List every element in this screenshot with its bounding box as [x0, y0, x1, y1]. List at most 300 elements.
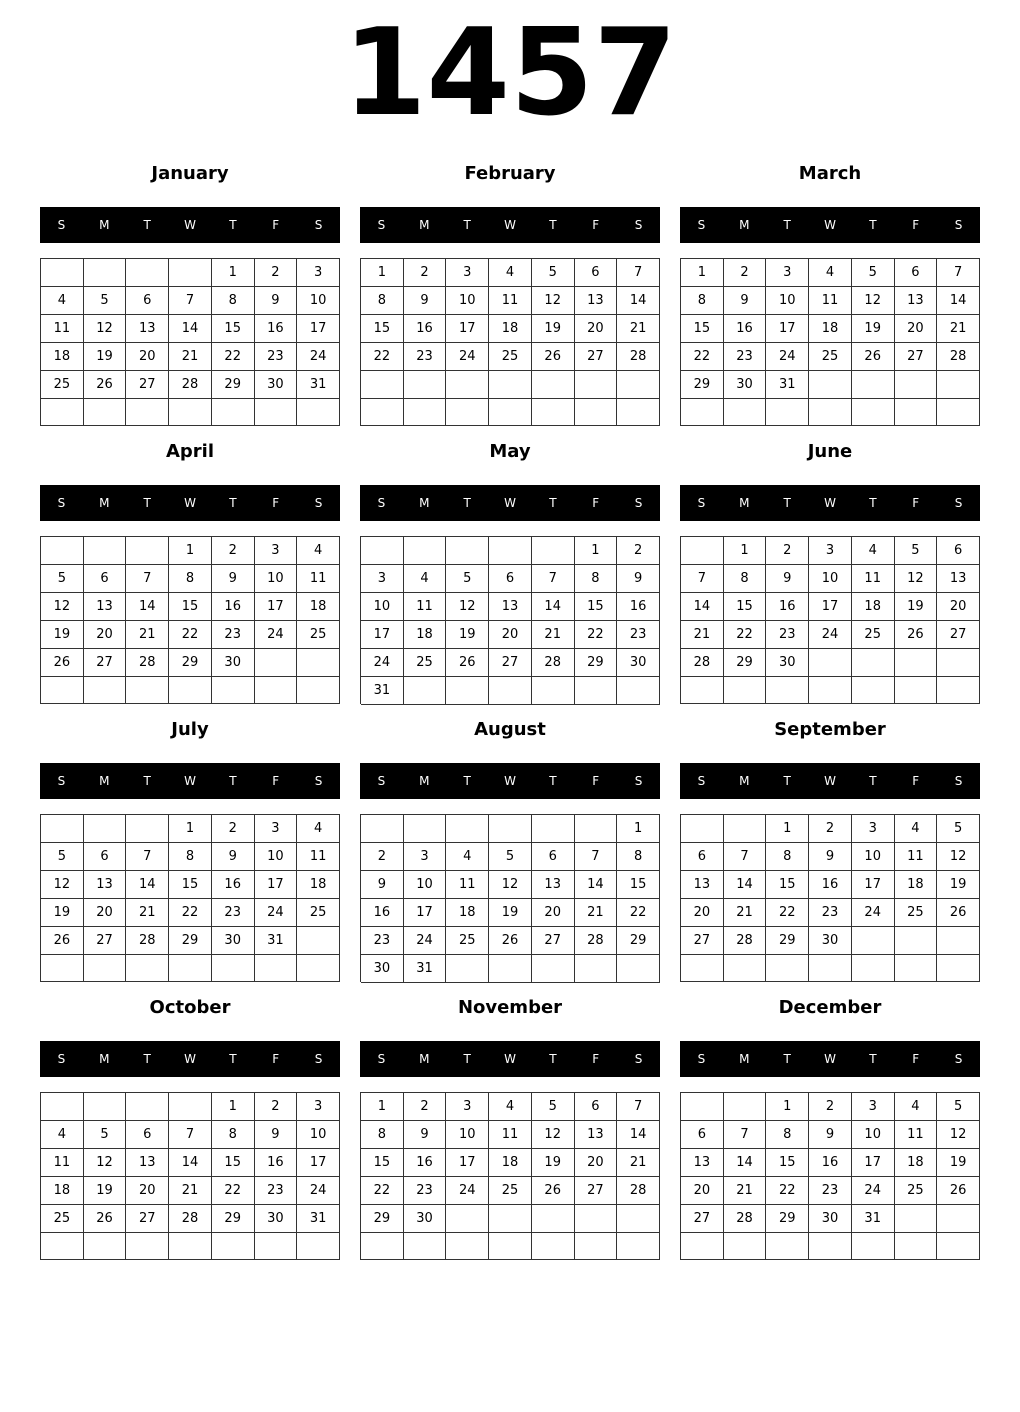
day-cell: 26 — [895, 621, 938, 649]
day-cell: 26 — [937, 1177, 980, 1205]
day-cell: 20 — [489, 621, 532, 649]
day-cell: 8 — [169, 565, 212, 593]
day-cell: 2 — [255, 1093, 298, 1121]
empty-day-cell — [212, 955, 255, 982]
empty-day-cell — [809, 649, 852, 677]
day-cell: 23 — [255, 343, 298, 371]
day-cell: 19 — [489, 899, 532, 927]
empty-day-cell — [489, 399, 532, 427]
day-grid — [680, 258, 980, 426]
weekday-label: S — [57, 218, 66, 232]
empty-day-cell — [255, 955, 298, 982]
weekday-label: T — [783, 774, 791, 788]
day-cell: 9 — [809, 1121, 852, 1149]
month-february — [360, 159, 660, 427]
day-cell: 7 — [617, 1093, 660, 1121]
day-cell: 30 — [404, 1205, 447, 1233]
empty-day-cell — [404, 537, 447, 565]
day-cell: 20 — [895, 315, 938, 343]
weekday-label: T — [783, 496, 791, 510]
empty-day-cell — [617, 399, 660, 427]
day-cell: 5 — [84, 1121, 127, 1149]
day-cell: 28 — [937, 343, 980, 371]
empty-day-cell — [255, 1233, 298, 1260]
empty-day-cell — [126, 1093, 169, 1121]
empty-day-cell — [41, 259, 84, 287]
day-cell: 24 — [766, 343, 809, 371]
weekday-label: T — [463, 218, 471, 232]
day-cell: 11 — [297, 843, 340, 871]
weekday-label: F — [912, 218, 920, 232]
day-cell: 26 — [41, 927, 84, 955]
day-grid — [360, 814, 660, 982]
day-cell: 13 — [84, 871, 127, 899]
day-cell: 19 — [446, 621, 489, 649]
day-cell: 8 — [724, 565, 767, 593]
day-cell: 23 — [809, 1177, 852, 1205]
empty-day-cell — [532, 955, 575, 983]
day-cell: 6 — [532, 843, 575, 871]
day-cell: 30 — [255, 1205, 298, 1233]
weekday-label: T — [549, 774, 557, 788]
weekday-label: T — [143, 1052, 151, 1066]
day-cell: 8 — [617, 843, 660, 871]
weekday-label: M — [419, 1052, 430, 1066]
empty-day-cell — [489, 1233, 532, 1260]
day-cell: 5 — [937, 815, 980, 843]
weekday-label: S — [634, 496, 643, 510]
weekday-label: M — [739, 496, 750, 510]
weekday-header — [40, 763, 340, 799]
day-cell: 26 — [446, 649, 489, 677]
day-cell: 10 — [297, 287, 340, 315]
day-cell: 26 — [937, 899, 980, 927]
day-cell: 10 — [852, 843, 895, 871]
day-cell: 7 — [532, 565, 575, 593]
empty-day-cell — [255, 649, 298, 677]
empty-day-cell — [126, 259, 169, 287]
day-cell: 28 — [169, 1205, 212, 1233]
day-cell: 20 — [575, 1149, 618, 1177]
empty-day-cell — [446, 1233, 489, 1260]
weekday-label: S — [697, 496, 706, 510]
day-cell: 25 — [852, 621, 895, 649]
day-cell: 23 — [404, 343, 447, 371]
weekday-label: T — [783, 1052, 791, 1066]
day-cell: 17 — [446, 1149, 489, 1177]
day-cell: 24 — [446, 343, 489, 371]
day-cell: 25 — [489, 1177, 532, 1205]
day-cell: 18 — [404, 621, 447, 649]
day-cell: 27 — [532, 927, 575, 955]
day-cell: 30 — [724, 371, 767, 399]
day-cell: 12 — [489, 871, 532, 899]
empty-day-cell — [404, 399, 447, 427]
day-cell: 5 — [41, 843, 84, 871]
empty-day-cell — [297, 955, 340, 982]
day-cell: 11 — [852, 565, 895, 593]
day-cell: 8 — [212, 1121, 255, 1149]
day-cell: 22 — [681, 343, 724, 371]
day-cell: 28 — [532, 649, 575, 677]
empty-day-cell — [126, 955, 169, 982]
empty-day-cell — [809, 399, 852, 426]
day-cell: 10 — [766, 287, 809, 315]
day-cell: 23 — [766, 621, 809, 649]
day-cell: 5 — [852, 259, 895, 287]
empty-day-cell — [575, 1233, 618, 1260]
day-grid — [40, 814, 340, 982]
day-cell: 22 — [361, 343, 404, 371]
day-cell: 26 — [532, 343, 575, 371]
day-cell: 2 — [212, 815, 255, 843]
day-cell: 7 — [169, 287, 212, 315]
empty-day-cell — [724, 399, 767, 426]
weekday-label: S — [314, 1052, 323, 1066]
month-june — [680, 437, 980, 705]
weekday-label: W — [504, 1052, 516, 1066]
day-cell: 27 — [84, 927, 127, 955]
empty-day-cell — [766, 1233, 809, 1260]
day-cell: 24 — [255, 621, 298, 649]
weekday-label: S — [634, 218, 643, 232]
day-cell: 9 — [724, 287, 767, 315]
day-cell: 11 — [446, 871, 489, 899]
day-cell: 31 — [297, 1205, 340, 1233]
day-cell: 25 — [895, 899, 938, 927]
empty-day-cell — [84, 955, 127, 982]
weekday-label: S — [697, 218, 706, 232]
day-cell: 24 — [852, 899, 895, 927]
empty-day-cell — [575, 399, 618, 427]
empty-day-cell — [809, 677, 852, 704]
empty-day-cell — [212, 1233, 255, 1260]
day-cell: 31 — [766, 371, 809, 399]
weekday-label: M — [99, 218, 110, 232]
day-cell: 23 — [361, 927, 404, 955]
day-cell: 7 — [169, 1121, 212, 1149]
day-cell: 28 — [724, 927, 767, 955]
weekday-label: W — [184, 774, 196, 788]
day-cell: 7 — [724, 1121, 767, 1149]
day-grid — [680, 536, 980, 704]
month-may — [360, 437, 660, 705]
empty-day-cell — [681, 537, 724, 565]
day-cell: 30 — [617, 649, 660, 677]
day-cell: 2 — [255, 259, 298, 287]
day-cell: 18 — [852, 593, 895, 621]
day-cell: 23 — [809, 899, 852, 927]
weekday-label: F — [912, 1052, 920, 1066]
day-cell: 13 — [532, 871, 575, 899]
day-cell: 1 — [361, 1093, 404, 1121]
weekday-label: F — [912, 496, 920, 510]
empty-day-cell — [852, 927, 895, 955]
day-grid — [40, 258, 340, 426]
empty-day-cell — [937, 677, 980, 704]
day-grid — [360, 258, 660, 426]
day-cell: 4 — [297, 815, 340, 843]
day-cell: 22 — [617, 899, 660, 927]
day-cell: 17 — [297, 1149, 340, 1177]
day-cell: 31 — [255, 927, 298, 955]
day-cell: 8 — [575, 565, 618, 593]
empty-day-cell — [212, 399, 255, 426]
day-cell: 12 — [446, 593, 489, 621]
day-cell: 25 — [404, 649, 447, 677]
day-cell: 17 — [809, 593, 852, 621]
empty-day-cell — [681, 815, 724, 843]
day-cell: 10 — [852, 1121, 895, 1149]
weekday-label: T — [869, 496, 877, 510]
day-cell: 20 — [126, 1177, 169, 1205]
weekday-label: S — [57, 774, 66, 788]
day-cell: 8 — [361, 287, 404, 315]
weekday-label: S — [377, 218, 386, 232]
day-cell: 6 — [895, 259, 938, 287]
day-cell: 8 — [681, 287, 724, 315]
day-cell: 6 — [937, 537, 980, 565]
day-cell: 15 — [575, 593, 618, 621]
day-cell: 20 — [84, 621, 127, 649]
day-cell: 17 — [852, 871, 895, 899]
day-cell: 3 — [361, 565, 404, 593]
day-cell: 26 — [84, 371, 127, 399]
day-cell: 30 — [809, 927, 852, 955]
weekday-header — [360, 1041, 660, 1077]
day-cell: 3 — [404, 843, 447, 871]
empty-day-cell — [532, 1205, 575, 1233]
month-october — [40, 993, 340, 1261]
empty-day-cell — [895, 371, 938, 399]
weekday-label: F — [272, 496, 280, 510]
day-cell: 10 — [446, 1121, 489, 1149]
day-cell: 3 — [297, 1093, 340, 1121]
day-cell: 9 — [766, 565, 809, 593]
day-cell: 17 — [766, 315, 809, 343]
day-cell: 2 — [809, 1093, 852, 1121]
weekday-label: M — [419, 774, 430, 788]
empty-day-cell — [724, 677, 767, 704]
empty-day-cell — [255, 677, 298, 704]
empty-day-cell — [724, 1233, 767, 1260]
day-cell: 21 — [724, 1177, 767, 1205]
empty-day-cell — [41, 677, 84, 704]
day-cell: 11 — [41, 315, 84, 343]
weekday-label: S — [954, 496, 963, 510]
weekday-label: W — [824, 774, 836, 788]
day-cell: 1 — [724, 537, 767, 565]
day-cell: 21 — [724, 899, 767, 927]
day-cell: 11 — [41, 1149, 84, 1177]
day-cell: 11 — [895, 1121, 938, 1149]
empty-day-cell — [617, 371, 660, 399]
empty-day-cell — [361, 1233, 404, 1260]
day-cell: 4 — [446, 843, 489, 871]
empty-day-cell — [297, 399, 340, 426]
day-cell: 19 — [937, 871, 980, 899]
day-cell: 29 — [724, 649, 767, 677]
empty-day-cell — [681, 677, 724, 704]
empty-day-cell — [532, 537, 575, 565]
day-cell: 14 — [724, 1149, 767, 1177]
month-december — [680, 993, 980, 1261]
day-cell: 7 — [681, 565, 724, 593]
day-cell: 19 — [84, 343, 127, 371]
day-cell: 1 — [575, 537, 618, 565]
day-cell: 25 — [41, 1205, 84, 1233]
month-name: March — [798, 163, 862, 184]
day-cell: 12 — [41, 871, 84, 899]
empty-day-cell — [297, 927, 340, 955]
day-cell: 6 — [84, 565, 127, 593]
day-cell: 5 — [446, 565, 489, 593]
month-september — [680, 715, 980, 983]
day-cell: 7 — [126, 843, 169, 871]
day-cell: 29 — [361, 1205, 404, 1233]
day-cell: 28 — [617, 343, 660, 371]
day-cell: 30 — [361, 955, 404, 983]
day-cell: 22 — [361, 1177, 404, 1205]
empty-day-cell — [895, 399, 938, 426]
weekday-label: T — [143, 496, 151, 510]
day-cell: 26 — [41, 649, 84, 677]
day-cell: 21 — [169, 343, 212, 371]
day-cell: 9 — [404, 1121, 447, 1149]
empty-day-cell — [84, 1093, 127, 1121]
month-march — [680, 159, 980, 427]
day-cell: 11 — [489, 1121, 532, 1149]
day-cell: 26 — [852, 343, 895, 371]
day-cell: 25 — [895, 1177, 938, 1205]
day-cell: 29 — [212, 371, 255, 399]
day-cell: 3 — [446, 259, 489, 287]
day-cell: 16 — [617, 593, 660, 621]
day-cell: 12 — [84, 1149, 127, 1177]
day-cell: 17 — [404, 899, 447, 927]
empty-day-cell — [809, 955, 852, 982]
empty-day-cell — [169, 259, 212, 287]
day-cell: 14 — [169, 1149, 212, 1177]
day-cell: 9 — [212, 565, 255, 593]
day-cell: 5 — [489, 843, 532, 871]
weekday-label: T — [783, 218, 791, 232]
month-name: October — [149, 997, 231, 1018]
day-cell: 31 — [852, 1205, 895, 1233]
day-cell: 20 — [575, 315, 618, 343]
day-cell: 24 — [809, 621, 852, 649]
day-cell: 16 — [255, 1149, 298, 1177]
day-cell: 15 — [724, 593, 767, 621]
day-cell: 16 — [255, 315, 298, 343]
day-cell: 1 — [766, 815, 809, 843]
day-cell: 18 — [297, 593, 340, 621]
empty-day-cell — [41, 1093, 84, 1121]
day-cell: 10 — [404, 871, 447, 899]
day-cell: 31 — [404, 955, 447, 983]
weekday-label: W — [824, 218, 836, 232]
day-cell: 2 — [809, 815, 852, 843]
empty-day-cell — [937, 927, 980, 955]
day-cell: 22 — [212, 1177, 255, 1205]
weekday-header — [40, 485, 340, 521]
empty-day-cell — [361, 399, 404, 427]
day-cell: 6 — [126, 287, 169, 315]
day-cell: 29 — [766, 1205, 809, 1233]
day-cell: 13 — [937, 565, 980, 593]
day-cell: 4 — [41, 1121, 84, 1149]
weekday-header — [40, 207, 340, 243]
weekday-label: T — [463, 496, 471, 510]
day-cell: 19 — [937, 1149, 980, 1177]
weekday-label: S — [314, 774, 323, 788]
day-cell: 29 — [212, 1205, 255, 1233]
day-cell: 18 — [895, 871, 938, 899]
day-cell: 2 — [361, 843, 404, 871]
empty-day-cell — [41, 537, 84, 565]
empty-day-cell — [617, 1233, 660, 1260]
empty-day-cell — [169, 399, 212, 426]
empty-day-cell — [446, 371, 489, 399]
day-grid — [360, 536, 660, 704]
empty-day-cell — [895, 1205, 938, 1233]
empty-day-cell — [489, 955, 532, 983]
weekday-label: S — [377, 496, 386, 510]
day-cell: 3 — [446, 1093, 489, 1121]
empty-day-cell — [809, 1233, 852, 1260]
day-cell: 3 — [255, 537, 298, 565]
empty-day-cell — [937, 649, 980, 677]
day-cell: 29 — [766, 927, 809, 955]
empty-day-cell — [681, 955, 724, 982]
day-cell: 15 — [617, 871, 660, 899]
day-cell: 1 — [766, 1093, 809, 1121]
day-cell: 27 — [575, 343, 618, 371]
day-cell: 4 — [404, 565, 447, 593]
month-name: September — [774, 719, 886, 740]
day-cell: 22 — [766, 1177, 809, 1205]
day-cell: 17 — [255, 593, 298, 621]
empty-day-cell — [937, 1233, 980, 1260]
weekday-label: T — [549, 1052, 557, 1066]
weekday-label: S — [314, 218, 323, 232]
day-cell: 9 — [255, 287, 298, 315]
weekday-label: M — [739, 1052, 750, 1066]
empty-day-cell — [681, 1093, 724, 1121]
empty-day-cell — [895, 927, 938, 955]
day-cell: 27 — [681, 1205, 724, 1233]
empty-day-cell — [84, 399, 127, 426]
day-cell: 28 — [126, 927, 169, 955]
weekday-label: M — [99, 774, 110, 788]
empty-day-cell — [852, 677, 895, 704]
day-cell: 21 — [126, 899, 169, 927]
day-cell: 3 — [297, 259, 340, 287]
day-cell: 10 — [446, 287, 489, 315]
weekday-label: F — [912, 774, 920, 788]
empty-day-cell — [575, 371, 618, 399]
month-name: April — [165, 441, 215, 462]
day-cell: 4 — [895, 1093, 938, 1121]
day-cell: 29 — [575, 649, 618, 677]
day-cell: 25 — [41, 371, 84, 399]
day-cell: 16 — [404, 1149, 447, 1177]
empty-day-cell — [404, 677, 447, 705]
day-cell: 7 — [937, 259, 980, 287]
day-cell: 6 — [575, 259, 618, 287]
empty-day-cell — [724, 1093, 767, 1121]
day-cell: 13 — [575, 287, 618, 315]
